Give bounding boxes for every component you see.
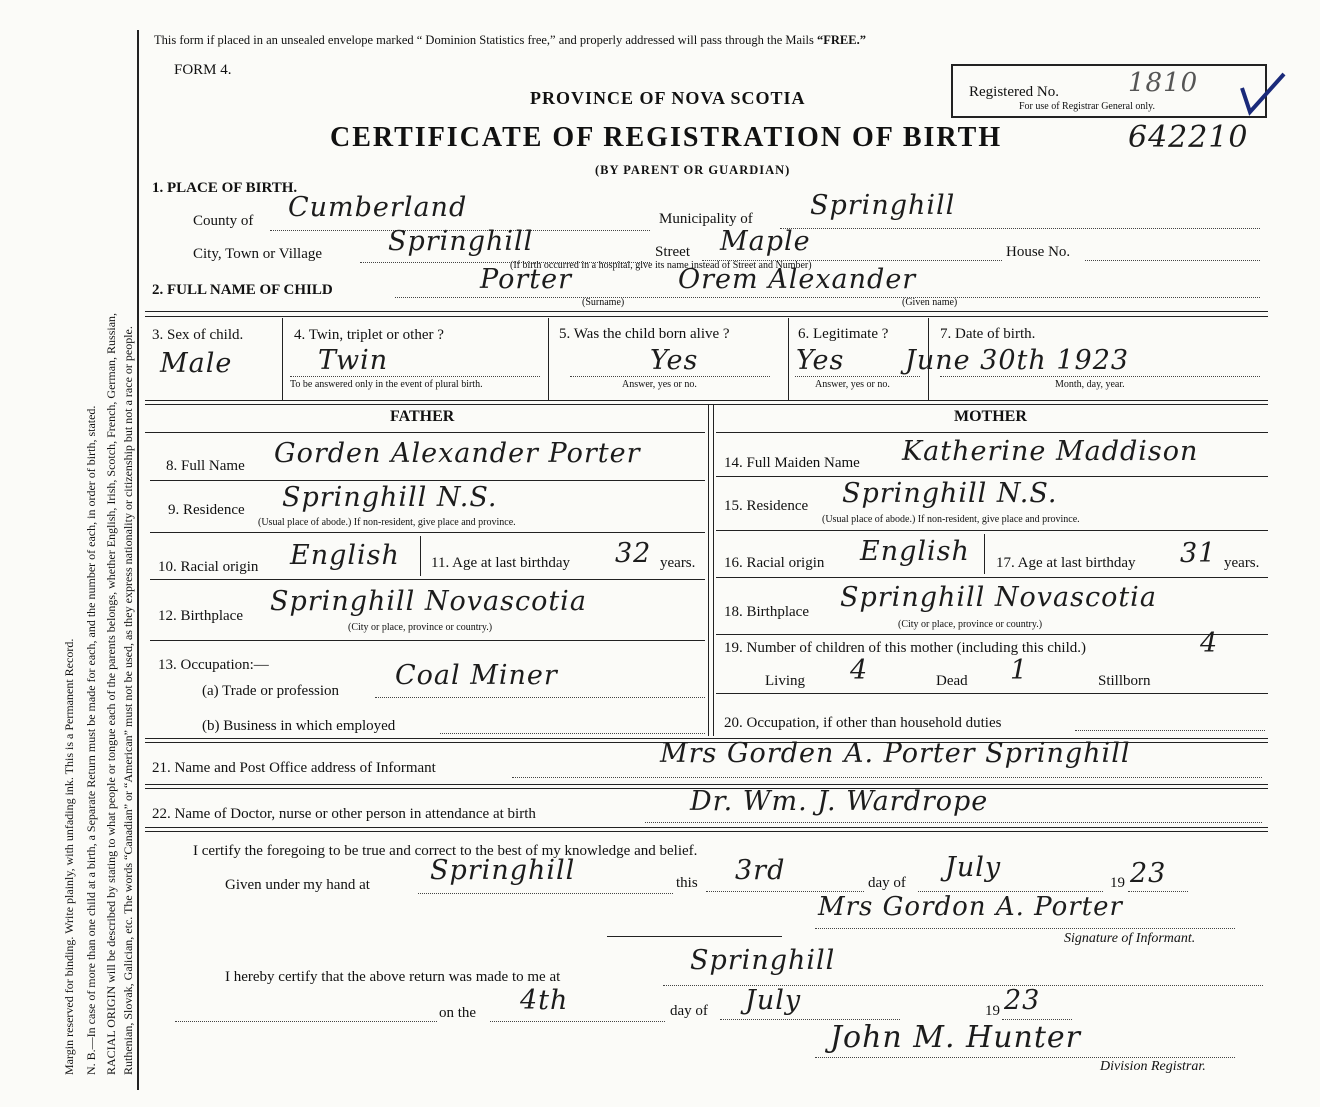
certify-text: I certify the foregoing to be true and correct to the best of my knowledge and belief.	[193, 843, 698, 859]
house-line	[1085, 260, 1260, 261]
registrar-day[interactable]: 4th	[520, 985, 569, 1016]
registered-number: 1810	[1128, 68, 1199, 98]
registrar-caption: Division Registrar.	[1100, 1059, 1206, 1074]
stillborn-label: Stillborn	[1098, 673, 1151, 689]
legitimate-label: 6. Legitimate ?	[798, 326, 889, 342]
certify-month[interactable]: July	[945, 852, 1002, 883]
certify-year[interactable]: 23	[1130, 858, 1167, 889]
twin-value[interactable]: Twin	[318, 345, 389, 376]
twin-note: To be answered only in the event of plural birth.	[290, 379, 483, 390]
margin-rule	[137, 30, 139, 1090]
county-value[interactable]: Cumberland	[288, 192, 468, 223]
sex-label: 3. Sex of child.	[152, 327, 244, 343]
father-trade-label: (a) Trade or profession	[202, 683, 340, 699]
margin-note-1: Margin reserved for binding. Write plainly, with unfading ink. This is a Permanent Record.	[62, 638, 76, 1075]
father-name[interactable]: Gorden Alexander Porter	[274, 438, 641, 469]
father-occupation-label: 13. Occupation:—	[158, 657, 269, 673]
certify-year-prefix: 19	[1110, 875, 1125, 891]
father-age-label: 11. Age at last birthday	[431, 555, 570, 571]
mother-occupation-label: 20. Occupation, if other than household duties	[724, 715, 1002, 731]
father-residence-note: (Usual place of abode.) If non-resident, give place and province.	[258, 517, 516, 528]
checkmark-icon	[1236, 68, 1292, 118]
twin-label: 4. Twin, triplet or other ?	[294, 327, 444, 343]
form-number: FORM 4.	[174, 62, 232, 78]
doctor-value[interactable]: Dr. Wm. J. Wardrope	[690, 786, 989, 817]
alive-note: Answer, yes or no.	[622, 379, 697, 390]
father-name-label: 8. Full Name	[166, 458, 245, 474]
municipality-value[interactable]: Springhill	[810, 190, 956, 221]
registered-note: For use of Registrar General only.	[1019, 101, 1155, 112]
street-label: Street	[655, 244, 690, 260]
this-label: this	[676, 875, 698, 891]
child-given-name[interactable]: Orem Alexander	[678, 264, 917, 295]
mother-name-label: 14. Full Maiden Name	[724, 455, 860, 471]
mother-name[interactable]: Katherine Maddison	[902, 436, 1199, 467]
mother-age[interactable]: 31	[1180, 538, 1217, 569]
sex-value[interactable]: Male	[160, 348, 233, 379]
separator	[607, 936, 782, 937]
mother-residence[interactable]: Springhill N.S.	[842, 478, 1058, 509]
certify-day-of-label: day of	[868, 875, 906, 891]
registrar-text: I hereby certify that the above return was made to me at	[225, 969, 561, 985]
registrar-year[interactable]: 23	[1004, 985, 1041, 1016]
dob-value[interactable]: June 30th 1923	[905, 345, 1130, 376]
father-residence-label: 9. Residence	[168, 502, 245, 518]
registered-box	[951, 64, 1267, 118]
father-heading: FATHER	[390, 408, 455, 425]
living-label: Living	[765, 673, 805, 689]
signature-caption: Signature of Informant.	[1064, 931, 1196, 946]
child-name-label: 2. FULL NAME OF CHILD	[152, 282, 333, 298]
place-of-birth-heading: 1. PLACE OF BIRTH.	[152, 180, 298, 196]
house-label: House No.	[1006, 244, 1071, 260]
father-years: years.	[660, 555, 696, 571]
mother-birthplace-label: 18. Birthplace	[724, 604, 809, 620]
subtitle: (BY PARENT OR GUARDIAN)	[595, 163, 791, 177]
alive-label: 5. Was the child born alive ?	[559, 326, 730, 342]
registration-extra-number: 642210	[1128, 120, 1249, 155]
registrar-year-prefix: 19	[985, 1003, 1000, 1019]
municipality-label: Municipality of	[659, 211, 753, 227]
father-birthplace-label: 12. Birthplace	[158, 608, 243, 624]
page-title: CERTIFICATE OF REGISTRATION OF BIRTH	[330, 122, 1003, 153]
dob-note: Month, day, year.	[1055, 379, 1125, 390]
mother-birthplace-note: (City or place, province or country.)	[898, 619, 1043, 630]
margin-note-4: Ruthenian, Slovak, Galician, etc. The words “Canadian” or “American” must not be used, as they express nationality or citizenship but not a race or people.	[121, 326, 135, 1075]
alive-value[interactable]: Yes	[650, 345, 699, 376]
mother-heading: MOTHER	[954, 408, 1027, 425]
mother-racial-label: 16. Racial origin	[724, 555, 825, 571]
given-caption: (Given name)	[902, 297, 958, 308]
mother-racial[interactable]: English	[860, 536, 970, 567]
mother-age-label: 17. Age at last birthday	[996, 555, 1136, 571]
living-value[interactable]: 4	[850, 655, 869, 686]
registered-label: Registered No.	[969, 84, 1059, 100]
margin-note-3: RACIAL ORIGIN will be described by stating to what people or tongue each of the parents belongs, whether English, Irish, Scotch, French, German, Russian,	[104, 312, 118, 1075]
mother-years: years.	[1224, 555, 1260, 571]
on-the-label: on the	[439, 1005, 477, 1021]
mother-birthplace[interactable]: Springhill Novascotia	[840, 582, 1157, 613]
informant-signature[interactable]: Mrs Gordon A. Porter	[818, 892, 1123, 922]
father-birthplace-note: (City or place, province or country.)	[348, 622, 493, 633]
surname-caption: (Surname)	[582, 297, 625, 308]
dead-label: Dead	[936, 673, 968, 689]
dead-value[interactable]: 1	[1010, 655, 1029, 686]
county-label: County of	[193, 213, 254, 229]
father-birthplace[interactable]: Springhill Novascotia	[270, 586, 587, 617]
mail-notice: This form if placed in an unsealed envelope marked “ Dominion Statistics free,” and properly addressed will pass through the Mails “FREE.”	[154, 33, 866, 47]
child-surname[interactable]: Porter	[480, 264, 572, 295]
child-name-line	[395, 297, 1260, 298]
dob-label: 7. Date of birth.	[940, 326, 1036, 342]
father-residence[interactable]: Springhill N.S.	[282, 482, 498, 513]
city-label: City, Town or Village	[193, 246, 323, 262]
certify-day[interactable]: 3rd	[735, 855, 786, 886]
mother-children-label: 19. Number of children of this mother (including this child.)	[724, 640, 1087, 656]
father-age[interactable]: 32	[615, 538, 652, 569]
father-trade[interactable]: Coal Miner	[395, 660, 558, 691]
margin-note-2: N. B.—In case of more than one child at a birth, a Separate Return must be made for each, and the number of each, in order of birth, stated.	[84, 405, 98, 1075]
registrar-month[interactable]: July	[745, 985, 802, 1016]
province-heading: PROVINCE OF NOVA SCOTIA	[530, 88, 806, 108]
registrar-place[interactable]: Springhill	[690, 945, 836, 976]
mother-residence-label: 15. Residence	[724, 498, 809, 514]
informant-label: 21. Name and Post Office address of Informant	[152, 760, 436, 776]
doctor-label: 22. Name of Doctor, nurse or other person in attendance at birth	[152, 806, 536, 822]
informant-value[interactable]: Mrs Gorden A. Porter Springhill	[660, 738, 1131, 769]
city-value[interactable]: Springhill	[388, 226, 534, 257]
street-value[interactable]: Maple	[720, 226, 811, 257]
hospital-note: (If birth occurred in a hospital, give its name instead of Street and Number)	[510, 260, 812, 271]
mother-children[interactable]: 4	[1200, 628, 1219, 659]
registrar-day-of-label: day of	[670, 1003, 708, 1019]
father-racial[interactable]: English	[290, 540, 400, 571]
registrar-signature[interactable]: John M. Hunter	[830, 1020, 1082, 1055]
legitimate-value[interactable]: Yes	[796, 345, 845, 376]
given-under-label: Given under my hand at	[225, 877, 370, 893]
legitimate-note: Answer, yes or no.	[815, 379, 890, 390]
father-racial-label: 10. Racial origin	[158, 559, 259, 575]
municipality-line	[780, 228, 1260, 229]
given-place[interactable]: Springhill	[430, 855, 576, 886]
father-business-label: (b) Business in which employed	[202, 718, 396, 734]
mother-residence-note: (Usual place of abode.) If non-resident, give place and province.	[822, 514, 1080, 525]
